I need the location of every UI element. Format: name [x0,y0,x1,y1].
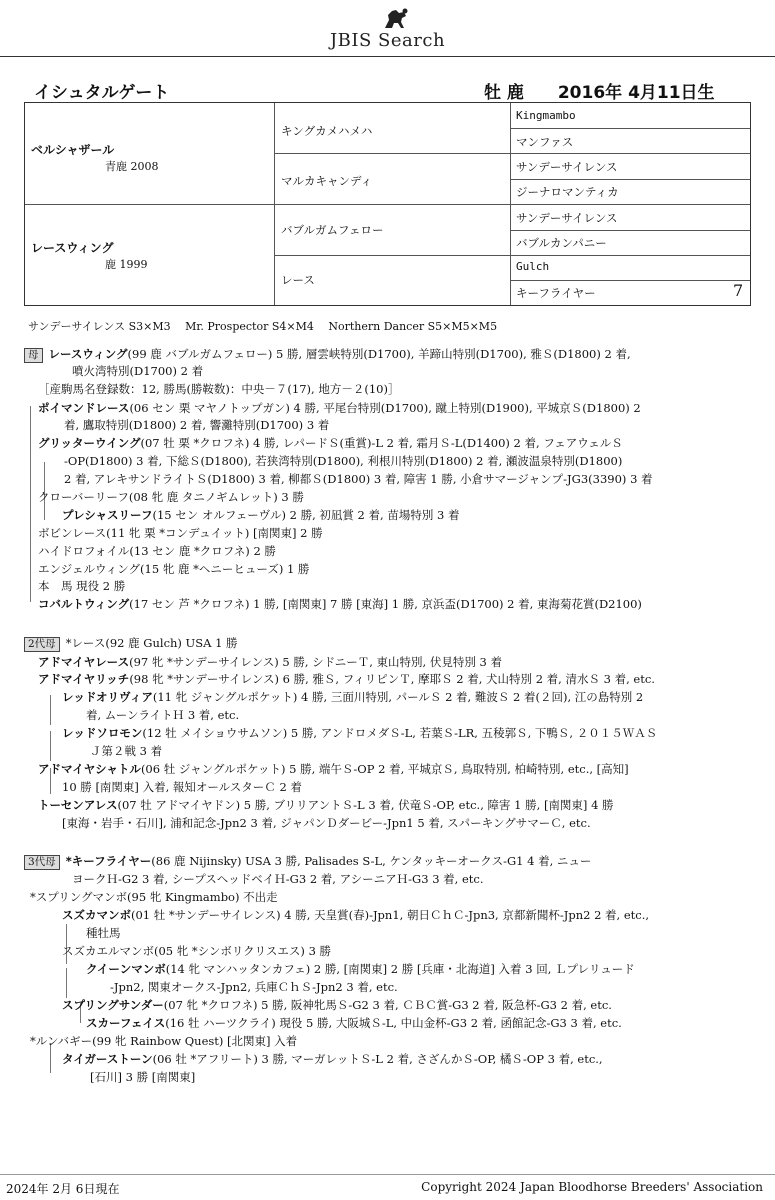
family-line: 着, ムーンライトＨ 3 着, etc. [86,708,240,722]
sire-name[interactable]: ベルシャザール [31,143,115,157]
family-line: プレシャスリーフ(15 セン オルフェーヴル) 2 勝, 初凪賞 2 着, 苗場特別 3 着 [62,508,460,522]
horse-link[interactable]: スプリングサンダー [62,998,164,1012]
horse-link[interactable]: アドマイヤリッチ [38,672,130,686]
horse-link[interactable]: レッドオリヴィア [62,690,153,704]
tree-line [30,406,31,602]
footer-copyright: Copyright 2024 Japan Bloodhorse Breeders' Association [421,1180,763,1194]
gen3-8[interactable]: キーフライヤー [516,286,596,300]
dam-name[interactable]: レースウィング [31,241,114,255]
divider [510,280,750,281]
horse-sex-color: 牡 鹿 [484,83,524,103]
horse-link[interactable]: プレシャスリーフ [62,508,153,522]
family-line: 3代母 *キーフライヤー(86 鹿 Nijinsky) USA 3 勝, Palisades S-L, ケンタッキーオークス-G1 4 着, ニュー [24,852,591,871]
horse-link[interactable]: トーセンアレス [38,798,118,812]
horse-link[interactable]: スズカマンボ [62,908,131,922]
family-line: レッドオリヴィア(11 牝 ジャングルポケット) 4 勝, 三面川特別, パールＳ 2 着, 難波Ｓ 2 着(２回), 江の島特別 2 [62,690,644,704]
family-line: ［産駒馬名登録数：12, 勝馬(勝鞍数)：中央－７(17), 地方－２(10)］ [38,382,400,396]
tree-line [44,506,45,520]
family-line: 母 レースウィング(99 鹿 バブルガムフェロー) 5 勝, 層雲峡特別(D1700), 羊蹄山特別(D1700), 雅Ｓ(D1800) 2 着, [24,345,631,364]
jbis-logo[interactable] [0,8,775,51]
family-line: トーセンアレス(07 牡 アドマイヤドン) 5 勝, ブリリアントＳ-L 3 着, 伏竜Ｓ-OP, etc., 障害 1 勝, [南関東] 4 勝 [38,798,614,812]
gen3-4[interactable]: ジーナロマンティカ [516,185,619,199]
horse-header [34,78,739,102]
family-line: タイガーストーン(06 牡 *アフリート) 3 勝, マーガレットＳ-L 2 着, さざんかＳ-OP, 橘Ｓ-OP 3 着, etc., [62,1052,603,1066]
horse-link[interactable]: レッドソロモン [62,726,143,740]
family-line: 噴火湾特別(D1700) 2 着 [72,364,204,378]
header-divider [0,56,775,57]
family-line: 10 勝 [南関東] 入着, 報知オールスターＣ 2 着 [62,780,302,794]
gen2-sire-dam[interactable]: マルカキャンディ [281,174,373,188]
horse-link[interactable]: クイーンマンボ [86,962,166,976]
sire-info: 青鹿 2008 [105,160,159,173]
horse-icon [382,8,410,30]
horse-link[interactable]: タイガーストーン [62,1052,153,1066]
divider [510,128,750,129]
footer-divider [0,1174,775,1175]
horse-birth: 2016年 4月11日生 [557,83,715,103]
family-line: [石川] 3 勝 [南関東] [90,1070,196,1084]
horse-link[interactable]: *キーフライヤー [65,854,152,868]
family-line: 種牡馬 [86,926,121,940]
horse-link[interactable]: コバルトウィング [38,597,130,611]
logo-text: JBIS Search [329,30,446,51]
gen3-5[interactable]: サンデーサイレンス [516,211,618,225]
gen2-sire-sire[interactable]: キングカメハメハ [281,124,373,138]
horse-name: イシュタルゲート [34,83,170,103]
family-line: ハイドロフォイル(13 セン 鹿 *クロフネ) 2 勝 [38,544,276,558]
gen2-dam-dam[interactable]: レース [281,273,315,287]
family-line: スカーフェイス(16 牡 ハーツクライ) 現役 5 勝, 大阪城Ｓ-L, 中山金杯-G3 2 着, 函館記念-G3 3 着, etc. [86,1016,622,1030]
family-line: アドマイヤリッチ(98 牝 *サンデーサイレンス) 6 勝, 雅Ｓ, フィリピンＴ, 摩耶Ｓ 2 着, 犬山特別 2 着, 清水Ｓ 3 着, etc. [38,672,655,686]
sire-cell[interactable] [31,141,159,174]
family-line: ヨークＨ-G2 3 着, シープスヘッドベイＨ-G3 2 着, アシーニアＨ-G3 3 着, etc. [72,872,484,886]
horse-link[interactable]: ポイマンドレース [38,401,130,415]
dam-cell[interactable] [31,239,148,272]
tree-line [50,731,51,761]
gen2-dam-sire[interactable]: バブルガムフェロー [281,223,384,237]
family-line: スプリングサンダー(07 牝 *クロフネ) 5 勝, 阪神牝馬Ｓ-G2 3 着, ＣＢＣ賞-G3 2 着, 阪急杯-G3 2 着, etc. [62,998,612,1012]
family-line: [東海・岩手・石川], 浦和記念-Jpn2 3 着, ジャパンＤダービー-Jpn1 5 着, スパーキングサマーＣ, etc. [62,816,591,830]
family-line: 2代母 *レース(92 鹿 Gulch) USA 1 勝 [24,634,238,653]
section-tag-dam1: 母 [24,348,43,363]
family-line: ボビンレース(11 牝 栗 *コンデュイット) [南関東] 2 勝 [38,526,323,540]
family-line: エンジェルウィング(15 牝 鹿 *ヘニーヒューズ) 1 勝 [38,562,310,576]
gen3-1[interactable]: Kingmambo [516,109,576,122]
section-tag-dam2: 2代母 [24,637,60,652]
family-line: スズカマンボ(01 牡 *サンデーサイレンス) 4 勝, 天皇賞(春)-Jpn1, 朝日ＣｈＣ-Jpn3, 京都新聞杯-Jpn2 2 着, etc., [62,908,650,922]
family-line: *スプリングマンボ(95 牝 Kingmambo) 不出走 [30,890,278,904]
family-line: クイーンマンボ(14 牝 マンハッタンカフェ) 2 勝, [南関東] 2 勝 [兵庫・北海道] 入着 3 回, Ｌプレリュード [86,962,635,976]
divider [274,153,750,154]
tree-line [66,968,67,998]
horse-meta [484,78,715,103]
dam-info: 鹿 1999 [105,258,148,271]
family-line: Ｊ第２戦 3 着 [90,744,163,758]
horse-link[interactable]: グリッターウイング [38,436,141,450]
family-line: -OP(D1800) 3 着, 下総Ｓ(D1800), 若狭湾特別(D1800), 利根川特別(D1800) 2 着, 瀬波温泉特別(D1800) [64,454,623,468]
family-line: アドマイヤシャトル(06 牡 ジャングルポケット) 5 勝, 端午Ｓ-OP 2 着, 平城京Ｓ, 鳥取特別, 柏崎特別, etc., [高知] [38,762,629,776]
horse-link[interactable]: レースウィング [48,347,128,361]
family-line: レッドソロモン(12 牡 メイショウサムソン) 5 勝, アンドロメダＳ-L, 若葉Ｓ-LR, 五稜郭Ｓ, 下鴨Ｓ, ２０１５ＷＡＳ [62,726,658,740]
horse-link[interactable]: アドマイヤレース [38,655,130,669]
gen3-2[interactable]: マンファス [516,135,574,149]
horse-link[interactable]: スカーフェイス [86,1016,166,1030]
divider [510,230,750,231]
family-line: クローバーリーフ(08 牝 鹿 タニノギムレット) 3 勝 [38,490,304,504]
family-line: アドマイヤレース(97 牝 *サンデーサイレンス) 5 勝, シドニーＴ, 東山特別, 伏見特別 3 着 [38,655,502,669]
pedigree-table [24,102,751,306]
family-line: *ルンバギー(99 牝 Rainbow Quest) [北関東] 入着 [30,1034,298,1048]
family-line: -Jpn2, 関東オークス-Jpn2, 兵庫ＣｈＳ-Jpn2 3 着, etc. [110,980,398,994]
family-line: 着, 鷹取特別(D1800) 2 着, 響灘特別(D1700) 3 着 [64,418,330,432]
family-line: コバルトウィング(17 セン 芦 *クロフネ) 1 勝, [南関東] 7 勝 [東海] 1 勝, 京浜盃(D1700) 2 着, 東海菊花賞(D2100) [38,597,642,611]
gen3-3[interactable]: サンデーサイレンス [516,160,618,174]
family-line: スズカエルマンボ(05 牝 *シンボリクリスエス) 3 勝 [62,944,332,958]
family-line: 2 着, アレキサンドライトＳ(D1800) 3 着, 柳都Ｓ(D1800) 3 着, 障害 1 勝, 小倉サマージャンプ-JG3(3390) 3 着 [64,472,653,486]
inbreeding-line: サンデーサイレンス S3×M3 Mr. Prospector S4×M4 Northern Dancer S5×M5×M5 [28,320,498,333]
divider [274,255,750,256]
family-line: 本 馬 現役 2 勝 [38,579,126,593]
gen3-7[interactable]: Gulch [516,260,550,273]
tree-line [50,695,51,725]
divider [25,204,750,205]
family-number: 7 [733,281,744,300]
section-tag-dam3: 3代母 [24,855,60,870]
family-line: グリッターウイング(07 牡 栗 *クロフネ) 4 勝, レパードＳ(重賞)-L 2 着, 霜月Ｓ-L(D1400) 2 着, フェアウェルＳ [38,436,623,450]
footer-date: 2024年 2月 6日現在 [6,1182,120,1196]
horse-link[interactable]: アドマイヤシャトル [38,762,141,776]
divider [510,179,750,180]
gen3-6[interactable]: バブルカンパニー [516,236,607,250]
family-line: ポイマンドレース(06 セン 栗 マヤノトップガン) 4 勝, 平尾台特別(D1700), 蹴上特別(D1900), 平城京Ｓ(D1800) 2 [38,401,641,415]
